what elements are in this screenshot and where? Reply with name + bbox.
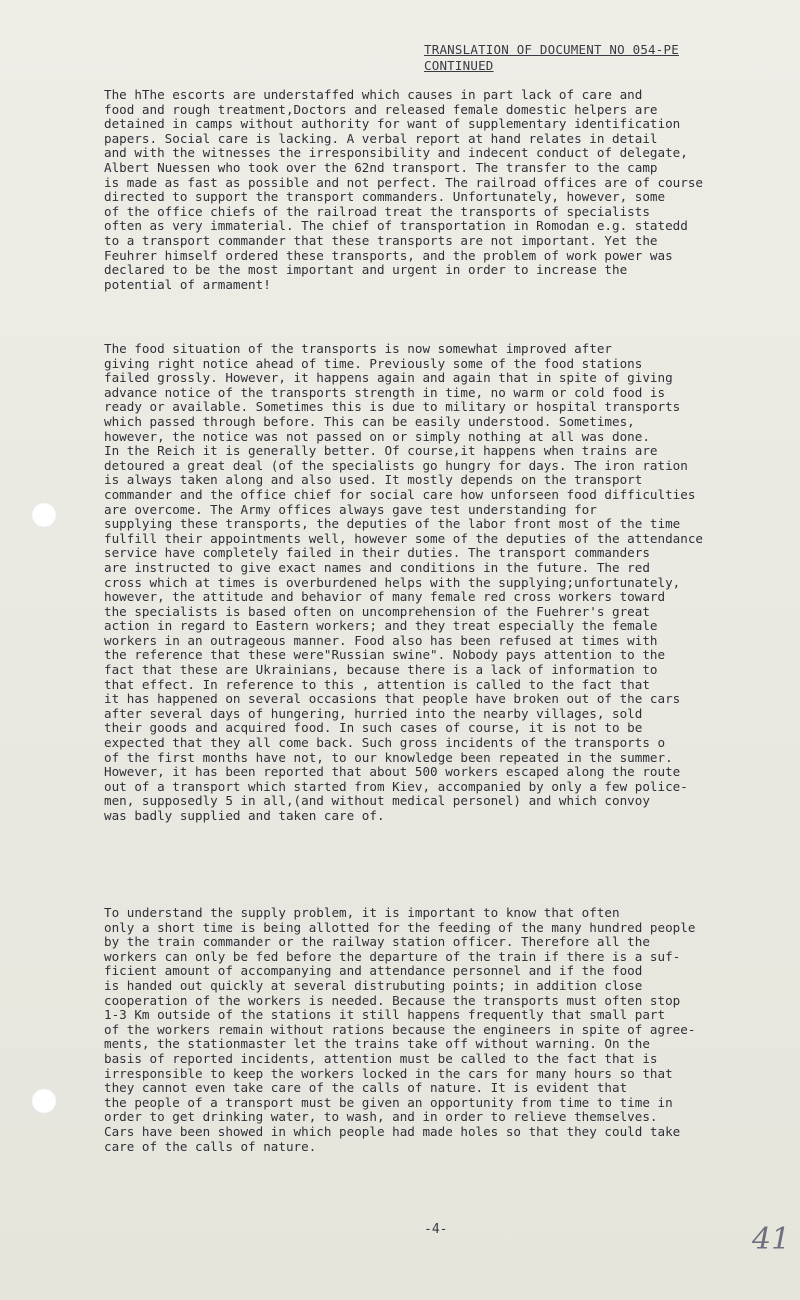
text-line: ready or available. Sometimes this is due to military or hospital transports: [104, 400, 681, 415]
text-line: are instructed to give exact names and conditions in the future. The red: [104, 560, 650, 575]
text-line: detained in camps without authority for want of supplementary identification: [104, 117, 681, 132]
text-line: However, it has been reported that about 500 workers escaped along the route: [104, 765, 681, 780]
text-line: basis of reported incidents, attention must be called to the fact that is: [104, 1051, 658, 1066]
text-line: commander and the office chief for social care how unforseen food difficulties: [104, 487, 696, 502]
text-line: food and rough treatment,Doctors and released female domestic helpers are: [104, 102, 658, 117]
text-line: which passed through before. This can be easily understood. Sometimes,: [104, 414, 635, 429]
text-line: cross which at times is overburdened helps with the supplying;unfortunately,: [104, 575, 681, 590]
text-line: men, supposedly 5 in all,(and without medical personel) and which convoy: [104, 794, 650, 809]
text-line: out of a transport which started from Kiev, accompanied by only a few police-: [104, 779, 688, 794]
handwritten-folio-number: 41: [752, 1222, 791, 1257]
text-line: The hThe escorts are understaffed which causes in part lack of care and: [104, 88, 643, 102]
text-line: giving right notice ahead of time. Previously some of the food stations: [104, 356, 643, 371]
text-line: 1-3 Km outside of the stations it still happens frequently that small part: [104, 1008, 666, 1023]
text-line: advance notice of the transports strength in time, no warm or cold food is: [104, 385, 666, 400]
text-line: Feuhrer himself ordered these transports, and the problem of work power was: [104, 248, 673, 263]
text-line: their goods and acquired food. In such cases of course, it is not to be: [104, 721, 643, 736]
text-line: service have completely failed in their duties. The transport commanders: [104, 546, 650, 561]
text-line: of the office chiefs of the railroad treat the transports of specialists: [104, 204, 650, 219]
text-line: after several days of hungering, hurried into the nearby villages, sold: [104, 706, 643, 721]
text-line: Albert Nuessen who took over the 62nd transport. The transfer to the camp: [104, 160, 658, 175]
text-line: Cars have been showed in which people had made holes so that they could take: [104, 1124, 681, 1139]
paragraph-supply-problem: [104, 906, 744, 1154]
text-line: care of the calls of nature.: [104, 1139, 317, 1154]
text-line: only a short time is being allotted for the feeding of the many hundred people: [104, 920, 696, 935]
text-line: are overcome. The Army offices always gave test understanding for: [104, 502, 597, 517]
text-line: directed to support the transport commanders. Unfortunately, however, some: [104, 190, 666, 205]
page-number: -4-: [424, 1222, 448, 1237]
text-line: the reference that these were"Russian swine". Nobody pays attention to the: [104, 648, 666, 663]
text-line: ficient amount of accompanying and attendance personnel and if the food: [104, 964, 643, 979]
text-line: by the train commander or the railway station officer. Therefore all the: [104, 935, 650, 950]
paragraph-food-situation: [104, 342, 744, 824]
text-line: ments, the stationmaster let the trains take off without warning. On the: [104, 1037, 650, 1052]
text-line: declared to be the most important and urgent in order to increase the: [104, 263, 628, 278]
text-line: workers can only be fed before the departure of the train if there is a suf-: [104, 949, 681, 964]
text-line: potential of armament!: [104, 277, 271, 292]
text-line: To understand the supply problem, it is important to know that often: [104, 906, 620, 920]
text-line: however, the attitude and behavior of many female red cross workers toward: [104, 590, 666, 605]
punch-hole-bottom: [31, 1088, 57, 1114]
text-line: cooperation of the workers is needed. Because the transports must often stop: [104, 993, 681, 1008]
text-line: the specialists is based often on uncomprehension of the Fuehrer's great: [104, 604, 650, 619]
text-line: to a transport commander that these transports are not important. Yet the: [104, 233, 658, 248]
text-line: supplying these transports, the deputies of the labor front most of the time: [104, 517, 681, 532]
text-line: and with the witnesses the irresponsibility and indecent conduct of delegate,: [104, 146, 688, 161]
text-line: of the workers remain without rations because the engineers in spite of agree-: [104, 1022, 696, 1037]
text-line: is made as fast as possible and not perfect. The railroad offices are of course: [104, 175, 703, 190]
text-line: is always taken along and also used. It mostly depends on the transport: [104, 473, 643, 488]
text-line: In the Reich it is generally better. Of course,it happens when trains are: [104, 444, 658, 459]
text-line: is handed out quickly at several distrubuting points; in addition close: [104, 978, 643, 993]
text-line: fact that these are Ukrainians, because there is a lack of information to: [104, 663, 658, 678]
translation-title: TRANSLATION OF DOCUMENT NO 054-PE: [424, 42, 679, 57]
text-line: fulfill their appointments well, however some of the deputies of the attendance: [104, 531, 703, 546]
text-line: it has happened on several occasions that people have broken out of the cars: [104, 692, 681, 707]
punch-hole-top: [31, 502, 57, 528]
paragraph-escorts: [104, 88, 744, 292]
text-line: order to get drinking water, to wash, and in order to relieve themselves.: [104, 1110, 658, 1125]
text-line: however, the notice was not passed on or simply nothing at all was done.: [104, 429, 650, 444]
text-line: detoured a great deal (of the specialists go hungry for days. The iron ration: [104, 458, 688, 473]
text-line: often as very immaterial. The chief of transportation in Romodan e.g. statedd: [104, 219, 688, 234]
text-line: papers. Social care is lacking. A verbal report at hand relates in detail: [104, 131, 658, 146]
text-line: was badly supplied and taken care of.: [104, 809, 385, 823]
text-line: they cannot even take care of the calls of nature. It is evident that: [104, 1081, 628, 1096]
text-line: the people of a transport must be given an opportunity from time to time in: [104, 1095, 673, 1110]
text-line: workers in an outrageous manner. Food also has been refused at times with: [104, 633, 658, 648]
continued-label: CONTINUED: [424, 58, 494, 73]
text-line: irresponsible to keep the workers locked in the cars for many hours so that: [104, 1066, 673, 1081]
text-line: failed grossly. However, it happens again and again that in spite of giving: [104, 371, 673, 386]
text-line: action in regard to Eastern workers; and they treat especially the female: [104, 619, 658, 634]
text-line: expected that they all come back. Such gross incidents of the transports o: [104, 736, 666, 751]
text-line: The food situation of the transports is now somewhat improved after: [104, 342, 612, 356]
document-header: [424, 42, 679, 74]
text-line: of the first months have not, to our knowledge been repeated in the summer.: [104, 750, 673, 765]
text-line: that effect. In reference to this , attention is called to the fact that: [104, 677, 650, 692]
